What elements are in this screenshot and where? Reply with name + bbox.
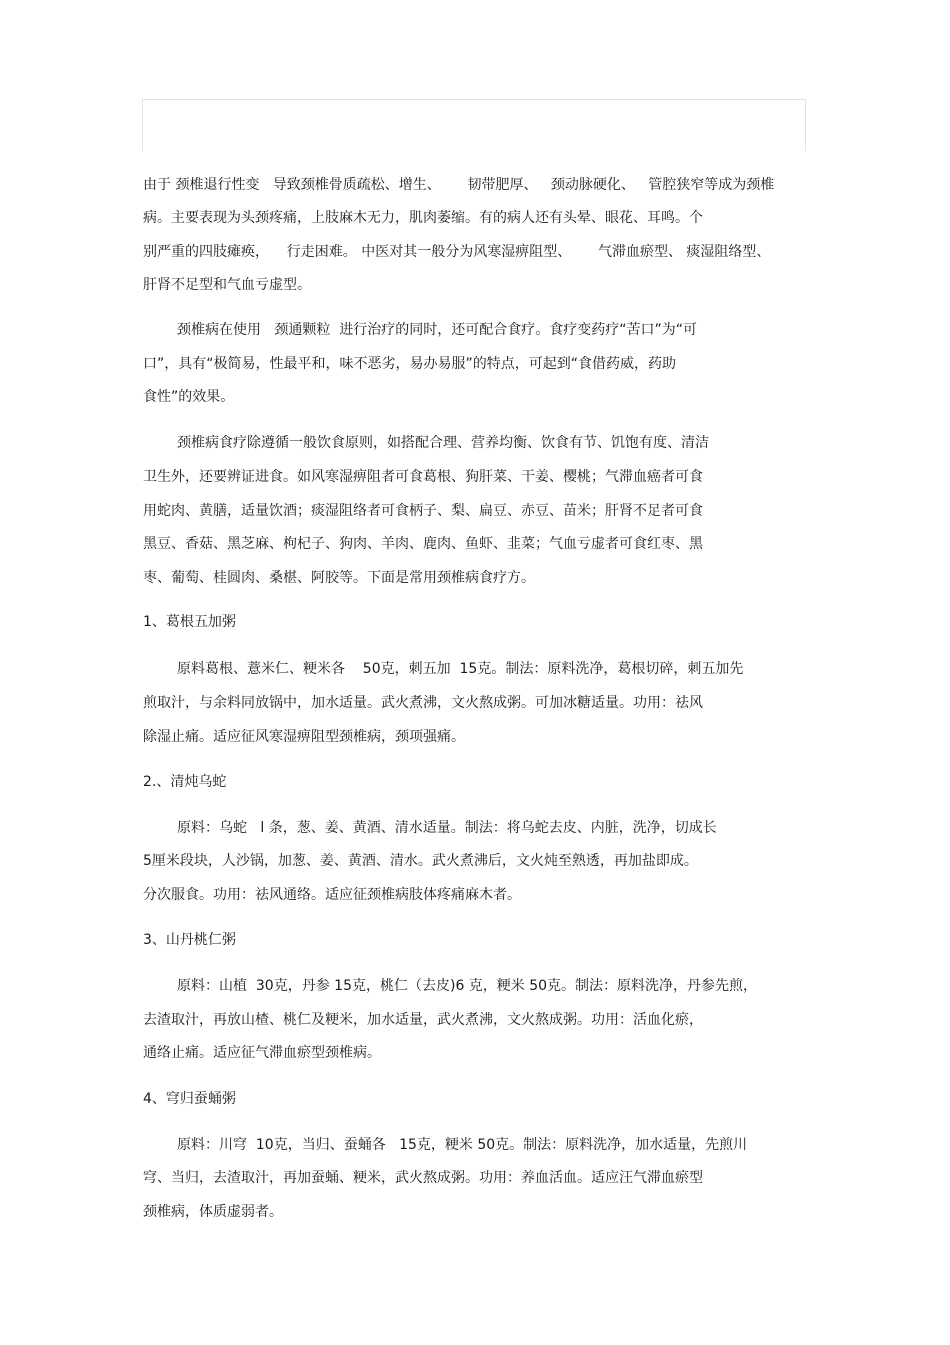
text-line: 枣、葡萄、桂圆肉、桑椹、阿胶等。下面是常用颈椎病食疗方。 [143,570,535,586]
text-line: 卫生外，还要辨证进食。如风寒湿痹阻者可食葛根、狗肝菜、干姜、樱桃；气滞血癌者可食 [143,469,703,485]
text-line: 别严重的四肢瘫痪， 行走困难。 中医对其一般分为风寒湿痹阻型、 气滞血瘀型、 痰湿阻络型、 [143,244,771,260]
text-line: 穹、当归，去渣取汁，再加蚕蛹、粳米，武火熬成粥。功用：养血活血。适应汪气滞血瘀型 [143,1170,703,1186]
text-line: 去渣取汁，再放山楂、桃仁及粳米，加水适量，武火煮沸，文火熬成粥。功用：活血化瘀， [143,1012,703,1028]
text-line: 用蛇肉、黄膳，适量饮酒；痰湿阻络者可食柄子、梨、扁豆、赤豆、苗米；肝肾不足者可食 [143,503,703,519]
section-heading: 3、山丹桃仁粥 [143,932,236,948]
text-line: 由于 颈椎退行性变 导致颈椎骨质疏松、增生、 韧带肥厚、 颈动脉硬化、 管腔狭窄等成为颈椎 [143,177,775,193]
text-line: 食性”的效果。 [143,389,235,405]
text-line: 除湿止痛。适应征风寒湿痹阻型颈椎病，颈项强痛。 [143,729,465,745]
section-heading: 4、穹归蚕蛹粥 [143,1091,236,1107]
text-line: 通络止痛。适应征气滞血瘀型颈椎病。 [143,1045,381,1061]
text-line: 煎取汁，与余料同放锅中，加水适量。武火煮沸，文火熬成粥。可加冰糖适量。功用：祛风 [143,695,703,711]
text-line: 原料：山植 30克，丹参 15克，桃仁（去皮)6 克，粳米 50克。制法：原料洗净，丹参先煎， [177,978,758,994]
text-line: 分次服食。功用：祛风通络。适应征颈椎病肢体疼痛麻木者。 [143,887,521,903]
text-line: 原料：乌蛇 l 条，葱、姜、黄酒、清水适量。制法：将乌蛇去皮、内脏，洗净，切成长 [177,820,717,836]
text-line: 颈椎病食疗除遵循一般饮食原则，如搭配合理、营养均衡、饮食有节、饥饱有度、清洁 [177,435,709,451]
text-line: 5厘米段块，人沙锅，加葱、姜、黄酒、清水。武火煮沸后，文火炖至熟透，再加盐即成。 [143,853,698,869]
text-line: 颈椎病，体质虚弱者。 [143,1204,283,1220]
text-line: 原料葛根、薏米仁、粳米各 50克，刺五加 15克。制法：原料洗净，葛根切碎，刺五加先 [177,661,744,677]
text-line: 颈椎病在使用 颈通颗粒 进行治疗的同时，还可配合食疗。食疗变药疗“苦口”为“可 [177,322,698,338]
section-heading: 2.、清炖乌蛇 [143,774,227,790]
text-line: 口”，具有“极简易，性最平和，味不恶劣，易办易服”的特点，可起到“食借药威，药助 [143,356,677,372]
text-line: 原料：川穹 10克，当归、蚕蛹各 15克，粳米 50克。制法：原料洗净，加水适量，先煎川 [177,1137,748,1153]
text-line: 肝肾不足型和气血亏虚型。 [143,277,311,293]
text-line: 病。主要表现为头颈疼痛，上肢麻木无力，肌肉萎缩。有的病人还有头晕、眼花、耳鸣。个 [143,210,703,226]
text-line: 黑豆、香菇、黑芝麻、枸杞子、狗肉、羊肉、鹿肉、鱼虾、韭菜；气血亏虚者可食红枣、黑 [143,536,703,552]
section-heading: 1、葛根五加粥 [143,614,236,630]
